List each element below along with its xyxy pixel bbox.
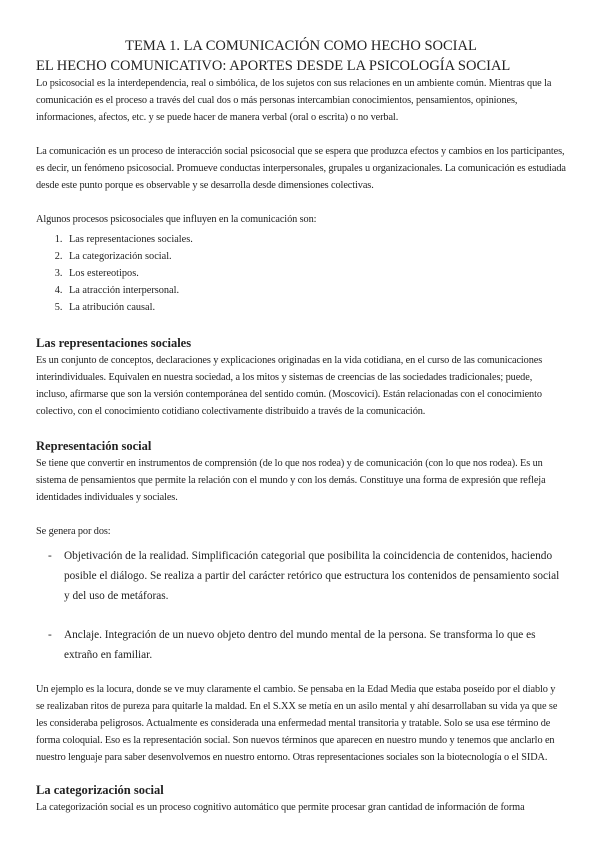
list-item: 5. La atribución causal. [65, 299, 566, 316]
intro-paragraph-1: Lo psicosocial es la interdependencia, real o simbólica, de los sujetos con sus relaciones en un ambiente común. Mientras que la comunicación es el proceso a través del cual dos o más personas intercambian conocimientos, pensamientos, opiniones, informaciones, afectos, etc. y se puede hacer de manera verbal (oral o escrita) o no verbal. [36, 78, 552, 123]
document-page [36, 37, 566, 816]
list-item-text: Anclaje. Integración de un nuevo objeto dentro del mundo mental de la persona. Se transforma lo que es extraño en familiar. [64, 629, 536, 661]
dash-marker: - [48, 629, 52, 641]
section-paragraph-representaciones: Es un conjunto de conceptos, declaraciones y explicaciones originadas en la vida cotidiana, en el curso de las comunicaciones interindividuales. Equivalen en nuestra sociedad, a los mitos y sistemas de creencias de las sociedades tradicionales; puede, incluso, afirmarse que son la versión contemporánea del sentido común. (Moscovici). Están relacionadas con el conocimiento colectivo, con el conocimiento cotidiano colectivamente distribuido a través de la comunicación. [36, 355, 543, 417]
page-title: TEMA 1. LA COMUNICACIÓN COMO HECHO SOCIAL [125, 38, 477, 54]
list-item-text: Objetivación de la realidad. Simplificación categorial que posibilita la coincidencia de contenidos, haciendo posible el diálogo. Se realiza a partir del carácter retórico que estructura los contenidos de pensamiento social y del uso de metáforas. [64, 550, 560, 602]
example-paragraph: Un ejemplo es la locura, donde se ve muy claramente el cambio. Se pensaba en la Edad Media que estaba poseído por el diablo y se realizaban ritos de pureza para quitarle la maldad. En el S.XX se metía en un asilo mental y ahí desarrollaban su vida ya que se les consideraba peligrosos. Actualmente es considerada una enfermedad mental transitoria y tratable. Solo se usa ese término de forma coloquial. Eso es la representación social. Son nuevos términos que aparecen en nuestro mundo y tenemos que anclarlo en nuestro lenguaje para saber desenvolvemos en nuestro entorno. Otras representaciones sociales son la biotecnología o el SIDA. [36, 684, 558, 763]
dash-marker: - [48, 550, 52, 562]
section-heading-categorizacion: La categorización social [36, 783, 164, 797]
section-heading-representacion-social: Representación social [36, 439, 152, 453]
list-item: 1. Las representaciones sociales. [65, 231, 566, 248]
intro-paragraph-2: La comunicación es un proceso de interacción social psicosocial que se espera que produzca efectos y cambios en los participantes, es decir, un fenómeno psicosocial. Promueve conductas interpersonales, grupales u organizacionales. La comunicación es estudiada desde este punto porque es observable y se desarrolla desde dimensiones colectivas. [36, 146, 566, 191]
list-item: 2. La categorización social. [65, 248, 566, 265]
list-item [36, 546, 566, 606]
section-heading-representaciones: Las representaciones sociales [36, 336, 192, 350]
processes-intro: Algunos procesos psicosociales que influyen en la comunicación son: [36, 214, 317, 225]
generated-by-label: Se genera por dos: [36, 526, 111, 537]
processes-list [36, 231, 566, 316]
list-item: 3. Los estereotipos. [65, 265, 566, 282]
list-item: 4. La atracción interpersonal. [65, 282, 566, 299]
list-item [36, 625, 566, 665]
section-paragraph-representacion-social: Se tiene que convertir en instrumentos de comprensión (de lo que nos rodea) y de comunicación (con lo que nos rodea). Es un sistema de pensamientos que permite la relación con el mundo y con los demás. Constituye una forma de expresión que refleja identidades individuales y sociales. [36, 458, 546, 503]
page-subtitle: EL HECHO COMUNICATIVO: APORTES DESDE LA PSICOLOGÍA SOCIAL [36, 58, 511, 74]
section-paragraph-categorizacion: La categorización social es un proceso cognitivo automático que permite procesar gran cantidad de información de forma [36, 802, 525, 813]
dash-list [36, 546, 566, 665]
